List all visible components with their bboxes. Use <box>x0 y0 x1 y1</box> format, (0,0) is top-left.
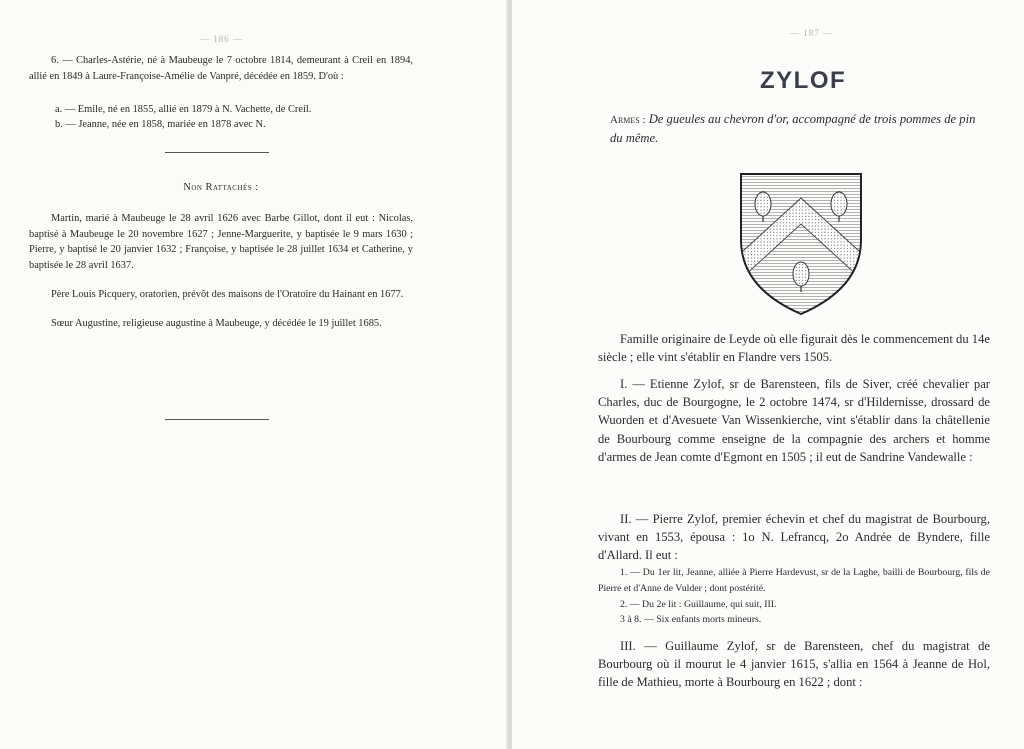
coat-of-arms-icon <box>737 170 865 318</box>
closing-divider <box>165 419 269 420</box>
section-divider <box>165 152 269 153</box>
right-page <box>512 0 1024 749</box>
paragraph-augustine: Sœur Augustine, religieuse augustine à Maubeuge, y décédée le 19 juillet 1685. <box>51 318 382 329</box>
generation-2-child-2: 2. — Du 2e lit : Guillaume, qui suit, III. <box>620 599 777 610</box>
family-title: ZYLOF <box>760 67 847 94</box>
left-page <box>0 0 508 749</box>
entry-6: 6. — Charles-Astérie, né à Maubeuge le 7 octobre 1814, demeurant à Creil en 1894, allié en 1849 à Laure-Françoise-Amélie de Vanpré, décédée en 1859. D'où : <box>29 55 413 82</box>
section-heading: Non Rattachés : <box>183 182 259 193</box>
page-number: — 186 — <box>200 34 243 44</box>
generation-2: II. — Pierre Zylof, premier échevin et chef du magistrat de Bourbourg, vivant en 1553, épousa : 1o N. Lefrancq, 2o Andrée de Byndere, fille d'Allard. Il eut : <box>598 512 990 563</box>
generation-2-child-3: 3 à 8. — Six enfants morts mineurs. <box>620 614 762 625</box>
arms-description <box>610 110 990 147</box>
generation-2-child-1: 1. — Du 1er lit, Jeanne, alliée à Pierre Hardevust, sr de la Laghe, bailli de Bourbourg, fils de Pierre et d'Anne de Vulder ; dont postérité. <box>598 567 990 594</box>
arms-label: Armes : <box>610 114 646 126</box>
generation-3: III. — Guillaume Zylof, sr de Barensteen, chef du magistrat de Bourbourg où il mourut le 4 janvier 1615, s'allia en 1564 à Jeanne de Hol, fille de Mathieu, morte à Bourbourg en 1622 ; dont : <box>598 639 990 690</box>
paragraph-martin: Martin, marié à Maubeuge le 28 avril 1626 avec Barbe Gillot, dont il eut : Nicolas, baptisé à Maubeuge le 20 novembre 1627 ; Jenne-Marguerite, y baptisée le 9 mars 1630 ; Pierre, y baptisé le 20 janvier 1632 ; Françoise, y baptisée le 28 juillet 1634 et Catherine, y baptisée le 28 avril 1637. <box>29 213 413 271</box>
paragraph-louis: Père Louis Picquery, oratorien, prévôt des maisons de l'Oratoire du Hainant en 1677. <box>51 289 404 300</box>
generation-1: I. — Etienne Zylof, sr de Barensteen, fils de Siver, créé chevalier par Charles, duc de Bourgogne, le 2 octobre 1474, sr d'Hildernisse, drossard de Wuorden et d'Avesuete Van Wissenkierche, vint s'établir dans la châtellenie de Bourbourg comme enseigne de la compagnie des archers et homme d'armes de Jean comte d'Egmont en 1505 ; il eut de Sandrine Vandewalle : <box>598 377 990 464</box>
page-number: — 187 — <box>790 28 833 38</box>
entry-6b: b. — Jeanne, née en 1858, mariée en 1878 avec N. <box>55 119 266 130</box>
entry-6a: a. — Emile, né en 1855, allié en 1879 à N. Vachette, de Creil. <box>55 104 312 115</box>
family-intro: Famille originaire de Leyde où elle figurait dès le commencement du 14e siècle ; elle vint s'établir en Flandre vers 1505. <box>598 332 990 365</box>
arms-text: De gueules au chevron d'or, accompagné de trois pommes de pin du même. <box>610 112 976 146</box>
